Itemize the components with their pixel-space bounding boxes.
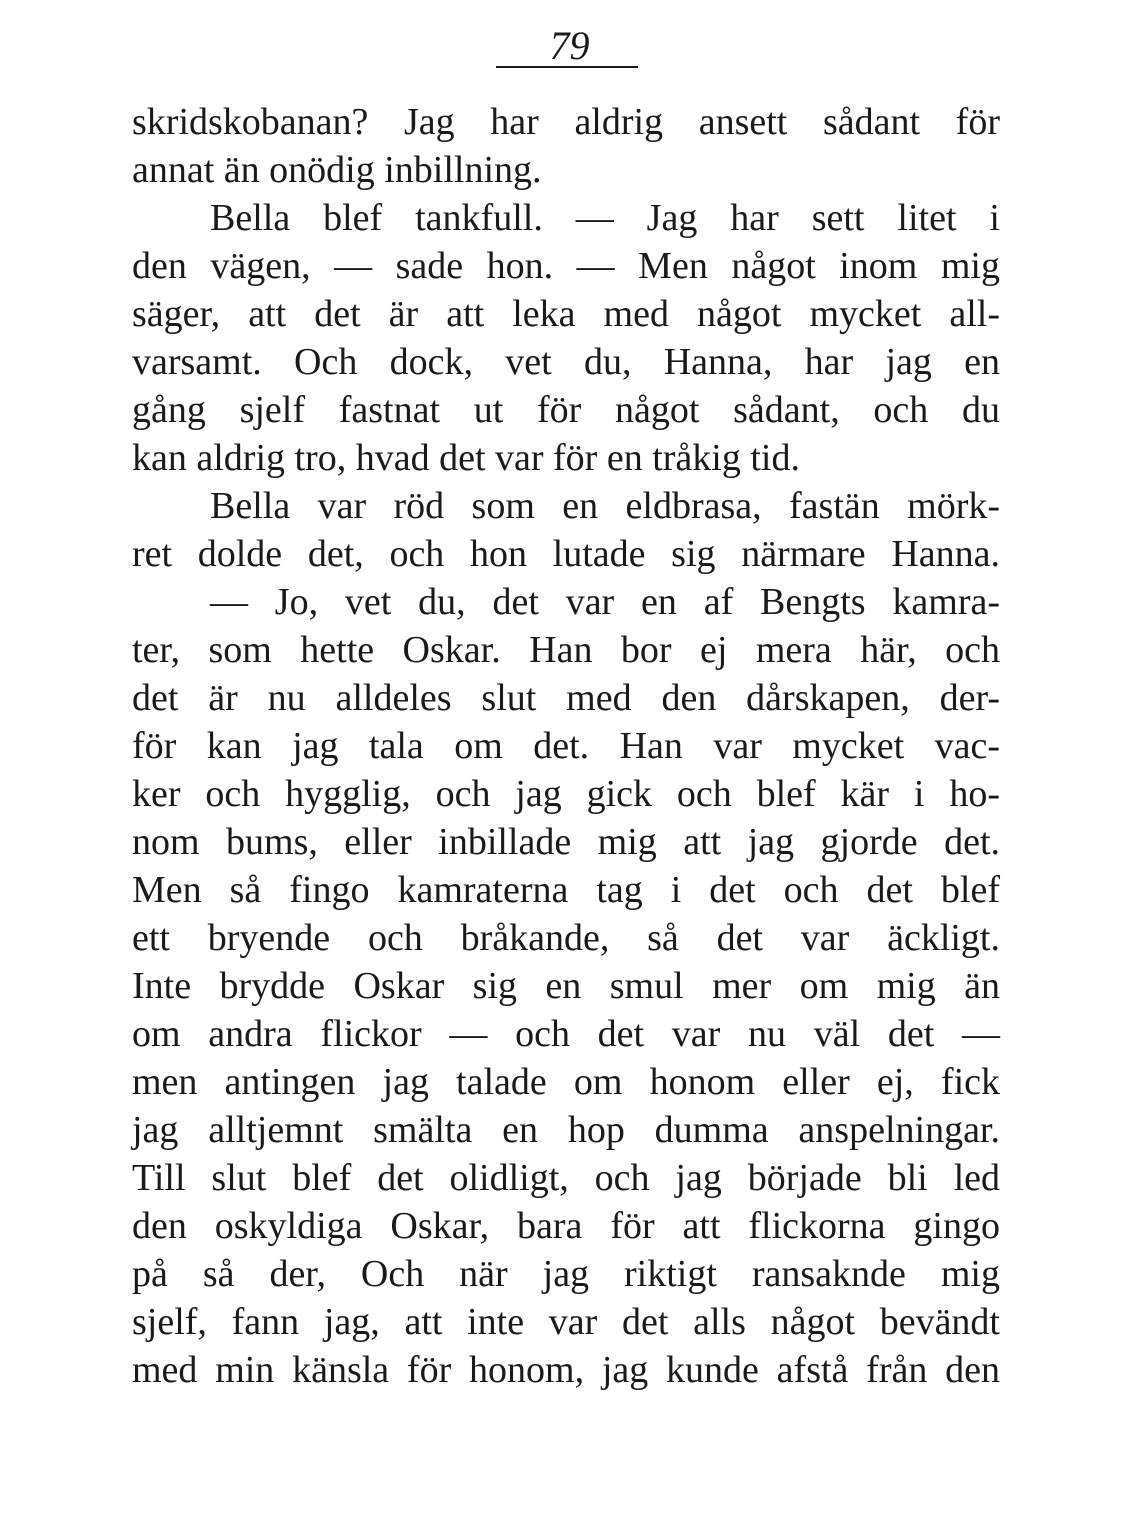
text-line: — Jo, vet du, det var en af Bengts kamra- <box>210 581 1000 623</box>
text-line: ker och hygglig, och jag gick och blef kär i ho- <box>132 773 1000 815</box>
text-line: gång sjelf fastnat ut för något sådant, och du <box>132 389 1000 431</box>
text-line: säger, att det är att leka med något mycket all- <box>132 293 1000 335</box>
text-line: Men så fingo kamraterna tag i det och det blef <box>132 869 1000 911</box>
page-number-rule <box>496 66 638 68</box>
text-line: på så der, Och när jag riktigt ransaknde mig <box>132 1253 1000 1295</box>
text-line: den vägen, — sade hon. — Men något inom mig <box>132 245 1000 287</box>
page-number: 79 <box>549 23 590 68</box>
text-line: Bella var röd som en eldbrasa, fastän mörk- <box>210 485 1000 527</box>
text-line: ter, som hette Oskar. Han bor ej mera här, och <box>132 629 1000 671</box>
text-line: kan aldrig tro, hvad det var för en tråkig tid. <box>132 437 800 479</box>
text-line: skridskobanan? Jag har aldrig ansett sådant för <box>132 101 1000 143</box>
text-line: med min känsla för honom, jag kunde afstå från den <box>132 1349 1000 1391</box>
text-line: den oskyldiga Oskar, bara för att flickorna gingo <box>132 1205 1000 1247</box>
text-line: Bella blef tankfull. — Jag har sett litet i <box>210 197 1000 239</box>
text-line: nom bums, eller inbillade mig att jag gjorde det. <box>132 821 1000 863</box>
text-line: Inte brydde Oskar sig en smul mer om mig än <box>132 965 1000 1007</box>
text-line: jag alltjemnt smälta en hop dumma anspelningar. <box>132 1109 1000 1151</box>
text-line: ett bryende och bråkande, så det var äckligt. <box>132 917 1000 959</box>
text-line: annat än onödig inbillning. <box>132 149 542 191</box>
body-text <box>132 98 1000 1394</box>
text-line: sjelf, fann jag, att inte var det alls något bevändt <box>132 1301 1000 1343</box>
text-line: men antingen jag talade om honom eller ej, fick <box>132 1061 1000 1103</box>
text-line: varsamt. Och dock, vet du, Hanna, har jag en <box>132 341 1000 383</box>
text-line: Till slut blef det olidligt, och jag började bli led <box>132 1157 1000 1199</box>
text-line: det är nu alldeles slut med den dårskapen, der- <box>132 677 1000 719</box>
text-line: om andra flickor — och det var nu väl det — <box>132 1013 1000 1055</box>
text-line: ret dolde det, och hon lutade sig närmare Hanna. <box>132 533 1000 575</box>
text-line: för kan jag tala om det. Han var mycket vac- <box>132 725 1000 767</box>
